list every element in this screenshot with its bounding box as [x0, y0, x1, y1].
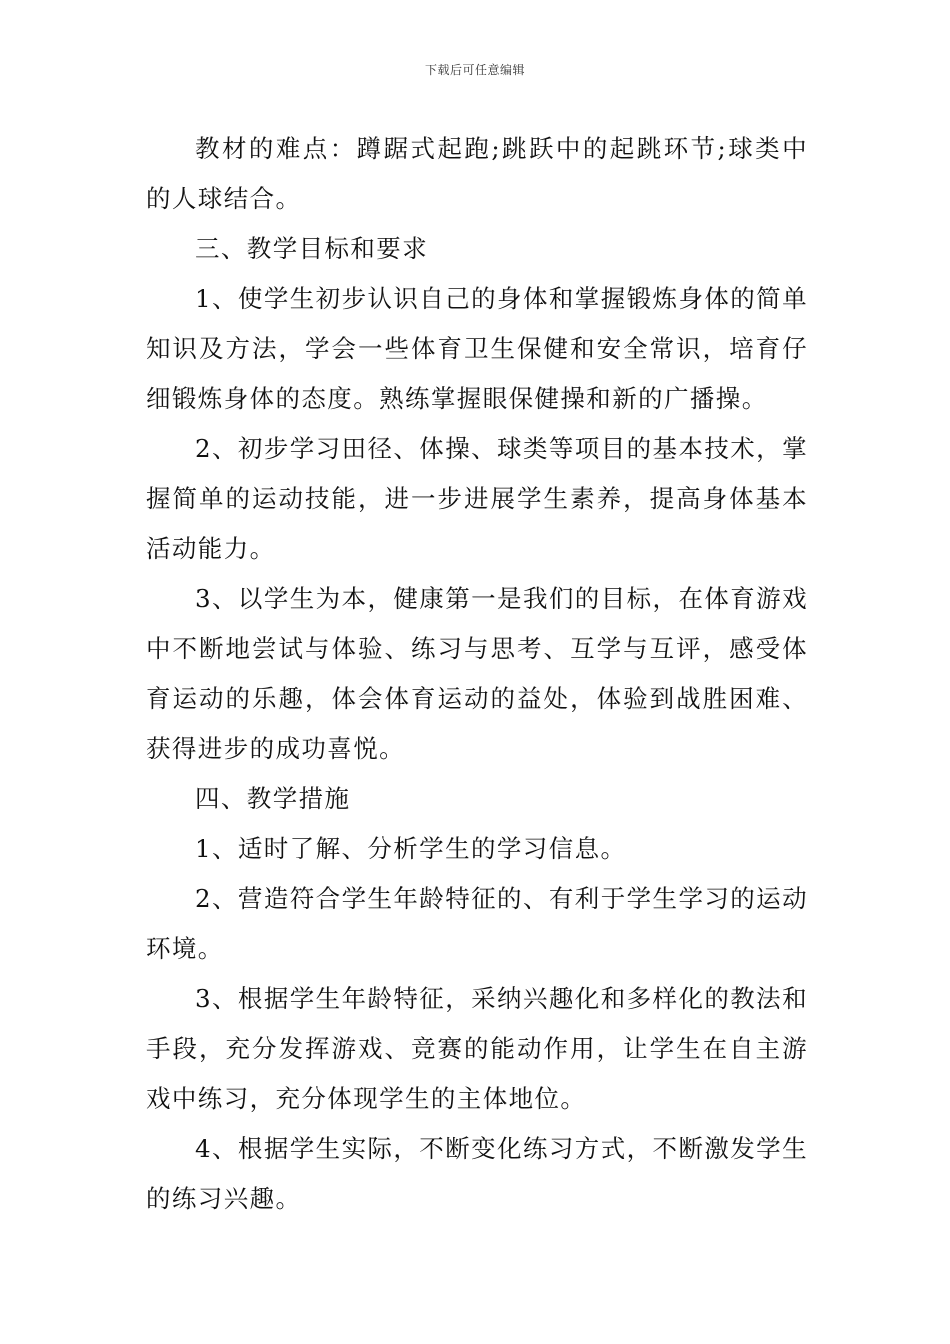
document-body [146, 124, 808, 1224]
section-heading-goals: 三、教学目标和要求 [195, 234, 429, 263]
paragraph-goal-2: 2、初步学习田径、体操、球类等项目的基本技术，掌握简单的运动技能，进一步进展学生素养，提高身体基本活动能力。 [146, 434, 808, 563]
paragraph-goal-3: 3、以学生为本，健康第一是我们的目标，在体育游戏中不断地尝试与体验、练习与思考、互学与互评，感受体育运动的乐趣，体会体育运动的益处，体验到战胜困难、获得进步的成功喜悦。 [146, 584, 808, 763]
section-heading-measures: 四、教学措施 [195, 784, 351, 813]
paragraph-measure-4: 4、根据学生实际，不断变化练习方式，不断激发学生的练习兴趣。 [146, 1134, 808, 1213]
paragraph-measure-2: 2、营造符合学生年龄特征的、有利于学生学习的运动环境。 [146, 884, 808, 963]
page-header: 下载后可任意编辑 [424, 63, 525, 77]
paragraph-goal-1: 1、使学生初步认识自己的身体和掌握锻炼身体的简单知识及方法，学会一些体育卫生保健和安全常识，培育仔细锻炼身体的态度。熟练掌握眼保健操和新的广播操。 [146, 284, 808, 413]
paragraph-measure-1: 1、适时了解、分析学生的学习信息。 [195, 834, 627, 863]
paragraph-measure-3: 3、根据学生年龄特征，采纳兴趣化和多样化的教法和手段，充分发挥游戏、竞赛的能动作用，让学生在自主游戏中练习，充分体现学生的主体地位。 [146, 984, 808, 1113]
paragraph-difficulties: 教材的难点：蹲踞式起跑;跳跃中的起跳环节;球类中的人球结合。 [146, 134, 808, 213]
